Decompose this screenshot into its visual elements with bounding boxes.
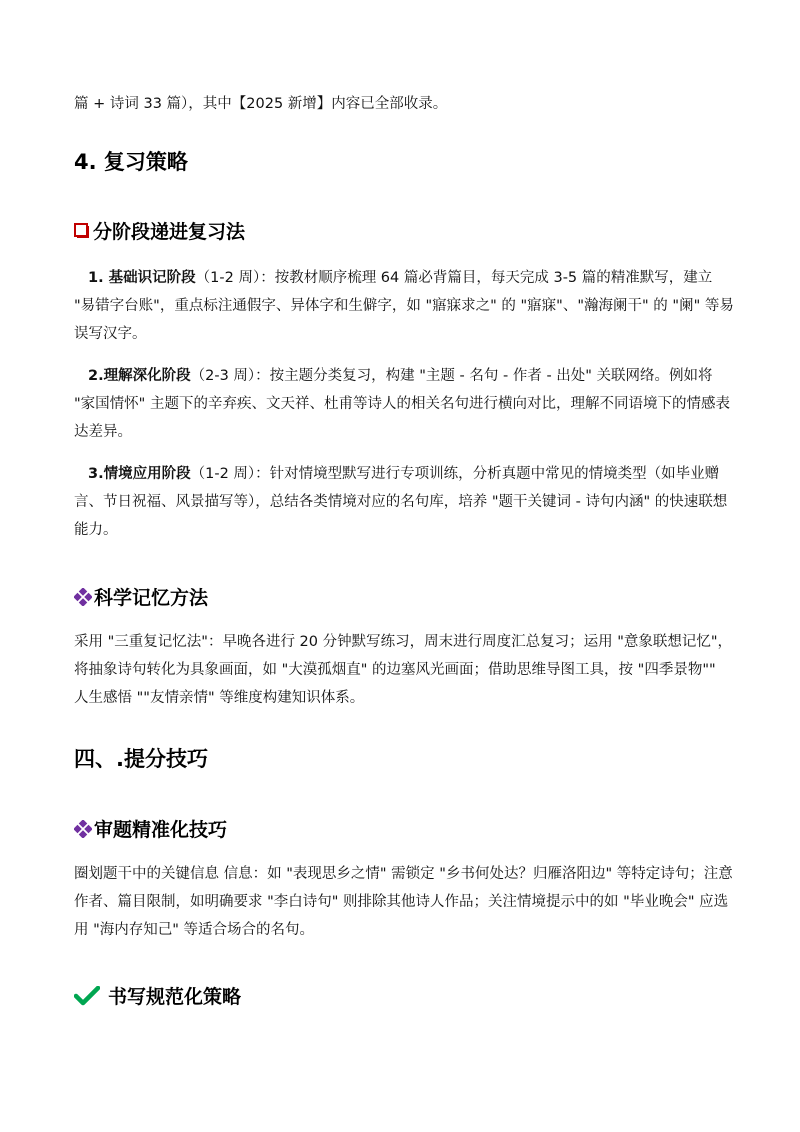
subheading-phased-review [74,217,245,244]
purple-diamond-icon [74,820,92,838]
green-check-icon [74,986,100,1006]
subheading-precise-reading-text: 审题精准化技巧 [94,819,228,841]
phase-1-text: （1-2 周）：按教材顺序梳理 64 篇必背篇目，每天完成 3-5 篇的精准默写，建立 "易错字台账"，重点标注通假字、异体字和生僻字，如 "寤寐求之" 的 "寤寐"、"瀚海阑干" 的 "阑" 等易误写汉字。 [74,270,734,342]
precise-reading-paragraph: 圈划题干中的关键信息 信息：如 "表现思乡之情" 需锁定 "乡书何处达？归雁洛阳边" 等特定诗句；注意作者、篇目限制，如明确要求 "李白诗句" 则排除其他诗人作品；关注情境提示中的如 "毕业晚会" 应选用 "海内存知己" 等适合场合的名句。 [74,866,733,938]
subheading-phased-review-text: 分阶段递进复习法 [93,221,246,243]
phase-3-text: （1-2 周）：针对情境型默写进行专项训练，分析真题中常见的情境类型（如毕业赠言、节日祝福、风景描写等），总结各类情境对应的名句库，培养 "题干关键词 - 诗句内涵" 的快速联想能力。 [74,466,728,538]
memory-methods-paragraph: 采用 "三重复记忆法"：早晚各进行 20 分钟默写练习，周末进行周度汇总复习；运用 "意象联想记忆"，将抽象诗句转化为具象画面，如 "大漠孤烟直" 的边塞风光画面；借助思维导图工具，按 "四季景物"" 人生感悟 ""友情亲情" 等维度构建知识体系。 [74,634,733,706]
subheading-memory-methods [74,583,208,610]
red-box-icon [74,223,90,239]
phase-1-label: 1. 基础识记阶段 [88,270,196,286]
intro-paragraph: 篇 + 诗词 33 篇），其中【2025 新增】内容已全部收录。 [74,96,448,112]
phase-3-label: 3.情境应用阶段 [88,466,191,482]
subheading-memory-methods-text: 科学记忆方法 [94,587,209,609]
phase-2-text: （2-3 周）：按主题分类复习，构建 "主题 - 名句 - 作者 - 出处" 关联网络。例如将 "家国情怀" 主题下的辛弃疾、文天祥、杜甫等诗人的相关名句进行横向对比，理解不同语境下的情感表达差异。 [74,368,730,440]
section-4-heading: 4. 复习策略 [74,150,188,174]
section-four-heading: 四、.提分技巧 [74,747,208,771]
subheading-writing-standard-text: 书写规范化策略 [108,986,242,1008]
subheading-precise-reading [74,815,227,842]
phase-2-paragraph [74,362,734,446]
purple-diamond-icon [74,588,92,606]
subheading-writing-standard [74,982,241,1009]
phase-2-label: 2.理解深化阶段 [88,368,191,384]
phase-3-paragraph [74,460,734,544]
phase-1-paragraph [74,264,734,348]
